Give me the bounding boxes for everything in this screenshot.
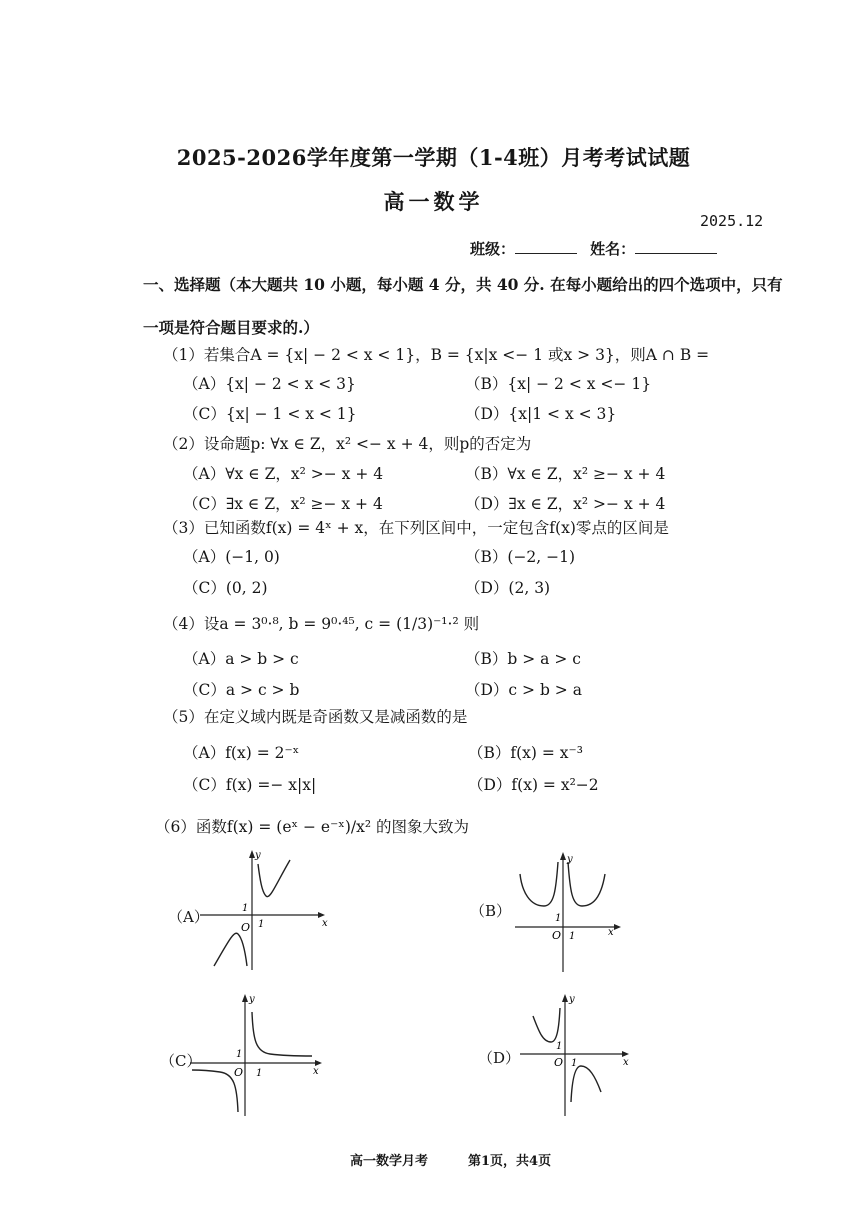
graph-b-curve-left <box>520 862 558 906</box>
graph-b-x-label: x <box>608 927 614 938</box>
graph-b-y-label: y <box>567 854 573 865</box>
graph-b-origin-label: O <box>552 929 562 942</box>
section-heading-line2: 一项是符合题目要求的.） <box>143 318 319 337</box>
name-label: 姓名： <box>590 240 636 258</box>
graph-a-x-label: x <box>322 918 328 929</box>
graph-a-curve-left <box>214 933 247 966</box>
question-5-option-d[interactable]: （D）f(x) = x²−2 <box>468 776 599 794</box>
graph-c-y-one: 1 <box>236 1049 243 1060</box>
question-2-option-d[interactable]: （D）∃x ∈ Z，x² >− x + 4 <box>465 495 666 513</box>
question-1-stem: （1）若集合A = {x| − 2 < x < 1}，B = {x|x <− 1 或x > 3}，则A ∩ B = <box>163 346 710 364</box>
class-label: 班级： <box>470 240 516 258</box>
graph-c-curve-right <box>252 1012 312 1056</box>
question-4-option-a[interactable]: （A）a > b > c <box>183 650 299 668</box>
section-heading-line1: 一、选择题（本大题共 10 小题，每小题 4 分，共 40 分. 在每小题给出的四个选项中，只有 <box>143 275 783 294</box>
page-title: 2025-2026学年度第一学期（1-4班）月考考试试题 <box>176 145 691 170</box>
question-4-option-b[interactable]: （B）b > a > c <box>465 650 581 668</box>
graph-b <box>510 850 625 975</box>
graph-c-origin-label: O <box>234 1066 244 1079</box>
graph-b-curve-right <box>568 862 605 906</box>
question-4-option-c[interactable]: （C）a > c > b <box>183 681 300 699</box>
question-5-option-a[interactable]: （A）f(x) = 2⁻ˣ <box>183 744 300 762</box>
graph-a-origin-label: O <box>241 921 251 934</box>
question-1-option-a[interactable]: （A）{x| − 2 < x < 3} <box>183 375 356 393</box>
question-6-stem: （6）函数f(x) = (eˣ − e⁻ˣ)/x² 的图象大致为 <box>155 818 469 836</box>
graph-a-label[interactable]: （A） <box>168 908 209 926</box>
question-3-option-b[interactable]: （B）(−2, −1) <box>465 548 576 566</box>
graph-c-x-label: x <box>313 1066 319 1077</box>
name-field[interactable] <box>635 239 717 254</box>
student-info <box>470 238 717 259</box>
graph-c-curve-left <box>192 1070 238 1112</box>
graph-d-y-one: 1 <box>556 1041 563 1052</box>
graph-c-x-one: 1 <box>256 1068 263 1079</box>
question-2-option-b[interactable]: （B）∀x ∈ Z，x² ≥− x + 4 <box>465 465 666 483</box>
graph-d-x-label: x <box>623 1057 629 1068</box>
graph-d-curve-right <box>571 1066 601 1102</box>
question-3-option-d[interactable]: （D）(2, 3) <box>465 579 551 597</box>
graph-a-y-one: 1 <box>242 903 249 914</box>
question-5-option-c[interactable]: （C）f(x) =− x|x| <box>183 776 317 794</box>
question-1-option-d[interactable]: （D）{x|1 < x < 3} <box>465 405 617 423</box>
graph-b-x-one: 1 <box>569 931 576 942</box>
subject-title: 高一数学 <box>383 189 484 214</box>
question-1-option-b[interactable]: （B）{x| − 2 < x <− 1} <box>465 375 652 393</box>
graph-d <box>515 992 633 1120</box>
graph-b-label[interactable]: （B） <box>470 902 512 920</box>
graph-a-y-label: y <box>255 850 261 861</box>
question-3-stem: （3）已知函数f(x) = 4ˣ + x，在下列区间中，一定包含f(x)零点的区间是 <box>163 519 669 537</box>
graph-a-x-one: 1 <box>258 919 265 930</box>
graph-a <box>200 850 330 975</box>
graph-c-y-label: y <box>249 994 255 1005</box>
question-2-option-c[interactable]: （C）∃x ∈ Z，x² ≥− x + 4 <box>183 495 383 513</box>
question-3-option-c[interactable]: （C）(0, 2) <box>183 579 268 597</box>
question-1-option-c[interactable]: （C）{x| − 1 < x < 1} <box>183 405 357 423</box>
graph-d-label[interactable]: （D） <box>478 1049 521 1067</box>
question-2-option-a[interactable]: （A）∀x ∈ Z，x² >− x + 4 <box>183 465 384 483</box>
question-4-stem: （4）设a = 3⁰·⁸, b = 9⁰·⁴⁵, c = (1/3)⁻¹·² 则 <box>163 615 480 633</box>
graph-d-curve-left <box>533 1008 560 1042</box>
class-field[interactable] <box>515 239 577 254</box>
footer-page-number: 第1页，共4页 <box>468 1154 552 1169</box>
graph-a-curve-right <box>258 860 290 897</box>
graph-b-y-one: 1 <box>555 913 562 924</box>
graph-d-origin-label: O <box>554 1056 564 1069</box>
graph-c-label[interactable]: （C） <box>160 1052 202 1070</box>
graph-d-y-label: y <box>569 994 575 1005</box>
footer-exam-name: 高一数学月考 <box>350 1154 429 1169</box>
exam-date: 2025.12 <box>700 212 764 230</box>
question-2-stem: （2）设命题p: ∀x ∈ Z，x² <− x + 4，则p的否定为 <box>163 435 532 453</box>
question-3-option-a[interactable]: （A）(−1, 0) <box>183 548 280 566</box>
question-4-option-d[interactable]: （D）c > b > a <box>465 681 582 699</box>
graph-d-x-one: 1 <box>571 1058 578 1069</box>
question-5-option-b[interactable]: （B）f(x) = x⁻³ <box>468 744 583 762</box>
question-5-stem: （5）在定义域内既是奇函数又是减函数的是 <box>163 708 468 726</box>
graph-c <box>190 992 330 1120</box>
